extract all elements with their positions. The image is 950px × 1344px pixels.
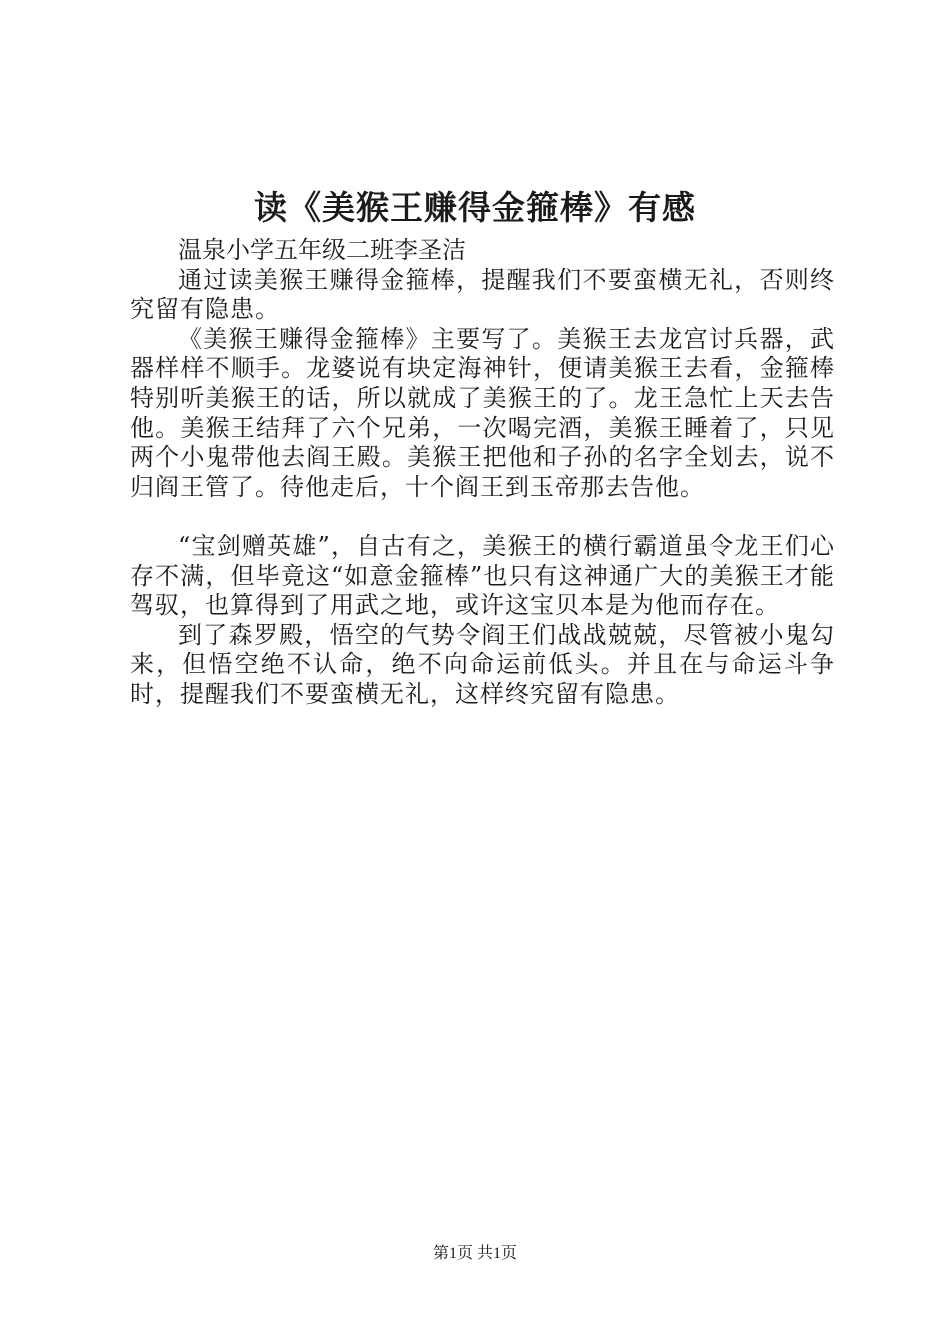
document-title: 读《美猴王赚得金箍棒》有感 xyxy=(254,188,696,227)
paragraph-4: 到了森罗殿，悟空的气势令阎王们战战兢兢，尽管被小鬼勾来，但悟空绝不认命，绝不向命运前低头。并且在与命运斗争时，提醒我们不要蛮横无礼，这样终究留有隐患。 xyxy=(130,620,835,708)
page-number-footer: 第1页 共1页 xyxy=(432,1245,517,1262)
author-line: 温泉小学五年级二班李圣洁 xyxy=(178,236,466,264)
paragraph-2: 《美猴王赚得金箍棒》主要写了。美猴王去龙宫讨兵器，武器样样不顺手。龙婆说有块定海神针，便请美猴王去看，金箍棒特别听美猴王的话，所以就成了美猴王的了。龙王急忙上天去告他。美猴王结拜了六个兄弟，一次喝完酒，美猴王睡着了，只见两个小鬼带他去阎王殿。美猴王把他和子孙的名字全划去，说不归阎王管了。待他走后，十个阎王到玉帝那去告他。 xyxy=(130,324,835,501)
document-body xyxy=(130,236,835,710)
paragraph-3: “宝剑赠英雄”，自古有之，美猴王的横行霸道虽令龙王们心存不满，但毕竟这“如意金箍棒”也只有这神通广大的美猴王才能驾驭，也算得到了用武之地，或许这宝贝本是为他而存在。 xyxy=(130,531,835,620)
paragraph-1: 通过读美猴王赚得金箍棒，提醒我们不要蛮横无礼，否则终究留有隐患。 xyxy=(130,265,835,324)
